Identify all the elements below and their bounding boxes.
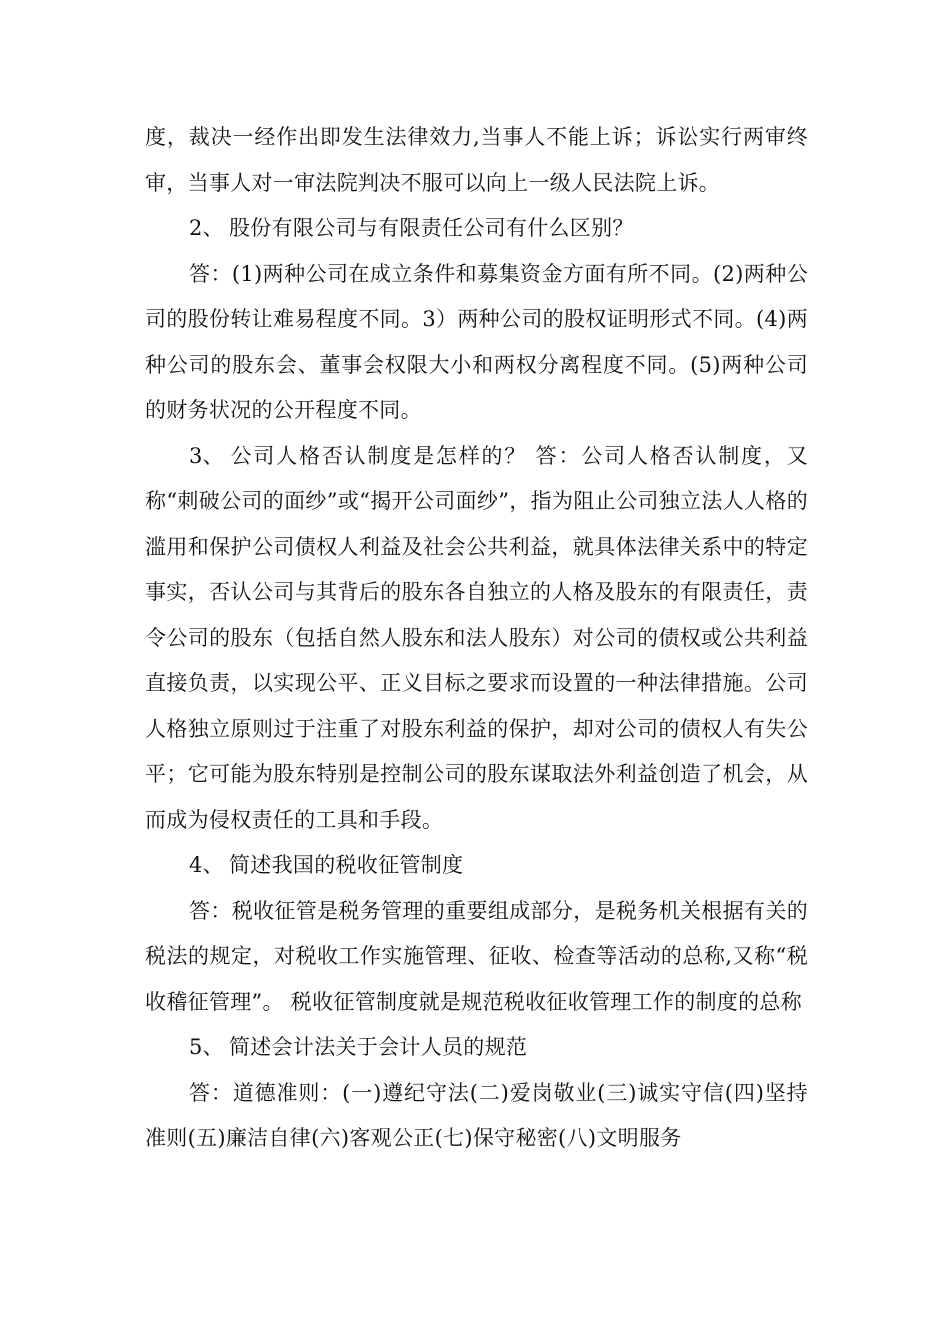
paragraph-continuation: 度，裁决一经作出即发生法律效力,当事人不能上诉；诉讼实行两审终审，当事人对一审法院判决不服可以向上一级人民法院上诉。 [145, 125, 808, 195]
question-4-text: 简述我国的税收征管制度 [229, 853, 464, 877]
question-3-paragraph [145, 434, 808, 844]
question-5-number: 5、 [189, 1035, 224, 1059]
question-2-heading [145, 206, 808, 252]
document-body [145, 115, 808, 1162]
question-4-heading [145, 843, 808, 889]
answer-5-paragraph: 答：道德准则：(一)遵纪守法(二)爱岗敬业(三)诚实守信(四)坚持准则(五)廉洁自律(六)客观公正(七)保守秘密(八)文明服务 [145, 1080, 808, 1150]
answer-4-paragraph: 答：税收征管是税务管理的重要组成部分，是税务机关根据有关的税法的规定，对税收工作实施管理、征收、检查等活动的总称,又称“税收稽征管理”。 税收征管制度就是规范税收征收管理工作的制度的总称 [145, 898, 808, 1014]
answer-2-paragraph: 答：(1)两种公司在成立条件和募集资金方面有所不同。(2)两种公司的股份转让难易程度不同。3）两种公司的股权证明形式不同。(4)两种公司的股东会、董事会权限大小和两权分离程度不同。(5)两种公司的财务状况的公开程度不同。 [145, 261, 808, 422]
question-3-text: 公司人格否认制度是怎样的？ 答：公司人格否认制度，又称“刺破公司的面纱”或“揭开公司面纱”，指为阻止公司独立法人人格的滥用和保护公司债权人利益及社会公共利益，就具体法律关系中的特定事实，否认公司与其背后的股东各自独立的人格及股东的有限责任，责令公司的股东（包括自然人股东和法人股东）对公司的债权或公共利益直接负责，以实现公平、正义目标之要求而设置的一种法律措施。公司人格独立原则过于注重了对股东利益的保护，却对公司的债权人有失公平；它可能为股东特别是控制公司的股东谋取法外利益创造了机会，从而成为侵权责任的工具和手段。 [145, 443, 808, 832]
question-5-heading [145, 1025, 808, 1071]
question-4-number: 4、 [189, 853, 224, 877]
question-2-text: 股份有限公司与有限责任公司有什么区别？ [229, 216, 634, 240]
question-2-number: 2、 [189, 216, 224, 240]
question-5-text: 简述会计法关于会计人员的规范 [229, 1035, 528, 1059]
question-3-number: 3、 [189, 443, 224, 468]
